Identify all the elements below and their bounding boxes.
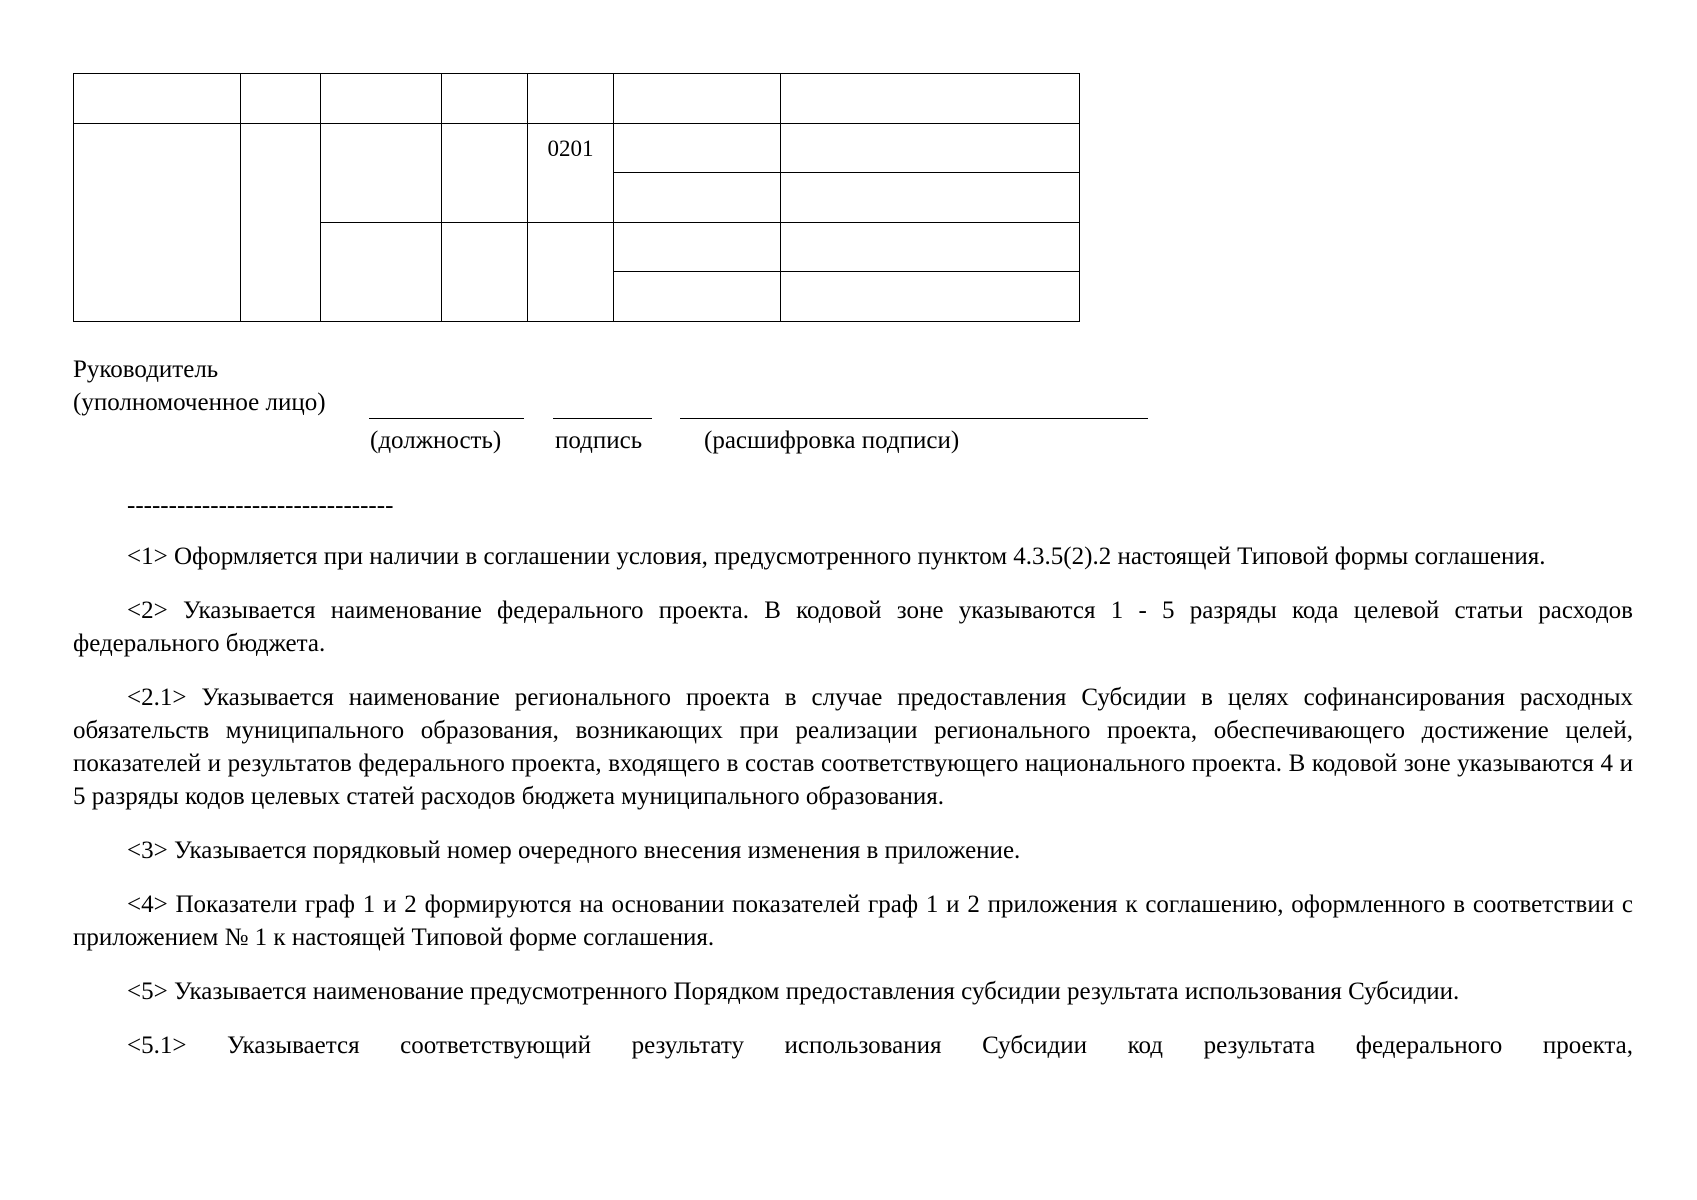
footnote-separator: -------------------------------- bbox=[127, 492, 394, 519]
table-cell bbox=[241, 74, 321, 124]
table-cell bbox=[781, 124, 1080, 173]
code-cell bbox=[528, 124, 614, 223]
table-cell bbox=[528, 74, 614, 124]
footnote-5: <5> Указывается наименование предусмотренного Порядком предоставления субсидии результата использования Субсидии. bbox=[127, 978, 1460, 1005]
table-row bbox=[74, 74, 1080, 124]
caption-decode: (расшифровка подписи) bbox=[704, 427, 960, 454]
table-cell bbox=[74, 74, 241, 124]
table-cell bbox=[321, 223, 442, 322]
signature-role-line2: (уполномоченное лицо) bbox=[73, 389, 326, 416]
signature-decode-blank-line bbox=[680, 418, 1148, 419]
table-cell bbox=[781, 173, 1080, 223]
table-cell bbox=[781, 223, 1080, 272]
table-cell bbox=[442, 74, 528, 124]
signature-blank-line bbox=[553, 418, 652, 419]
table-cell bbox=[442, 223, 528, 322]
table-cell bbox=[614, 173, 781, 223]
table-cell bbox=[241, 124, 321, 322]
code-cell-text: 0201 bbox=[547, 136, 594, 161]
footnotes-list bbox=[73, 540, 1633, 1083]
table-cell bbox=[442, 124, 528, 223]
table-cell bbox=[614, 124, 781, 173]
position-blank-line bbox=[369, 418, 524, 419]
caption-position: (должность) bbox=[370, 427, 502, 454]
table-cell bbox=[781, 74, 1080, 124]
footnote-5-1: <5.1> Указывается соответствующий результату использования Субсидии код результата федерального проекта, bbox=[127, 1032, 1633, 1059]
table-cell bbox=[528, 223, 614, 322]
footnote-2: <2> Указывается наименование федерального проекта. В кодовой зоне указываются 1 - 5 разряды кода целевой статьи расходов федерального бюджета. bbox=[73, 597, 1633, 657]
form-table bbox=[73, 73, 1080, 322]
table-cell bbox=[781, 272, 1080, 322]
footnote-4: <4> Показатели граф 1 и 2 формируются на основании показателей граф 1 и 2 приложения к соглашению, оформленного в соответствии с приложением № 1 к настоящей Типовой форме соглашения. bbox=[73, 891, 1633, 951]
table-cell bbox=[614, 74, 781, 124]
table-cell bbox=[614, 223, 781, 272]
signature-role bbox=[73, 353, 326, 419]
footnote-1: <1> Оформляется при наличии в соглашении условия, предусмотренного пунктом 4.3.5(2).2 настоящей Типовой формы соглашения. bbox=[127, 543, 1546, 570]
signature-role-line1: Руководитель bbox=[73, 356, 219, 383]
footnote-3: <3> Указывается порядковый номер очередного внесения изменения в приложение. bbox=[127, 837, 1021, 864]
caption-signature: подпись bbox=[555, 427, 643, 454]
table-cell bbox=[74, 124, 241, 322]
table-cell bbox=[321, 124, 442, 223]
table-cell bbox=[321, 74, 442, 124]
table-cell bbox=[614, 272, 781, 322]
footnote-2-1: <2.1> Указывается наименование регионального проекта в случае предоставления Субсидии в целях софинансирования расходных обязательств муниципального образования, возникающих при реализации регионального проекта, обеспечивающего достижение целей, показателей и результатов федерального проекта, входящего в состав соответствующего национального проекта. В кодовой зоне указываются 4 и 5 разряды кодов целевых статей расходов бюджета муниципального образования. bbox=[73, 684, 1633, 810]
table-row bbox=[74, 124, 1080, 173]
